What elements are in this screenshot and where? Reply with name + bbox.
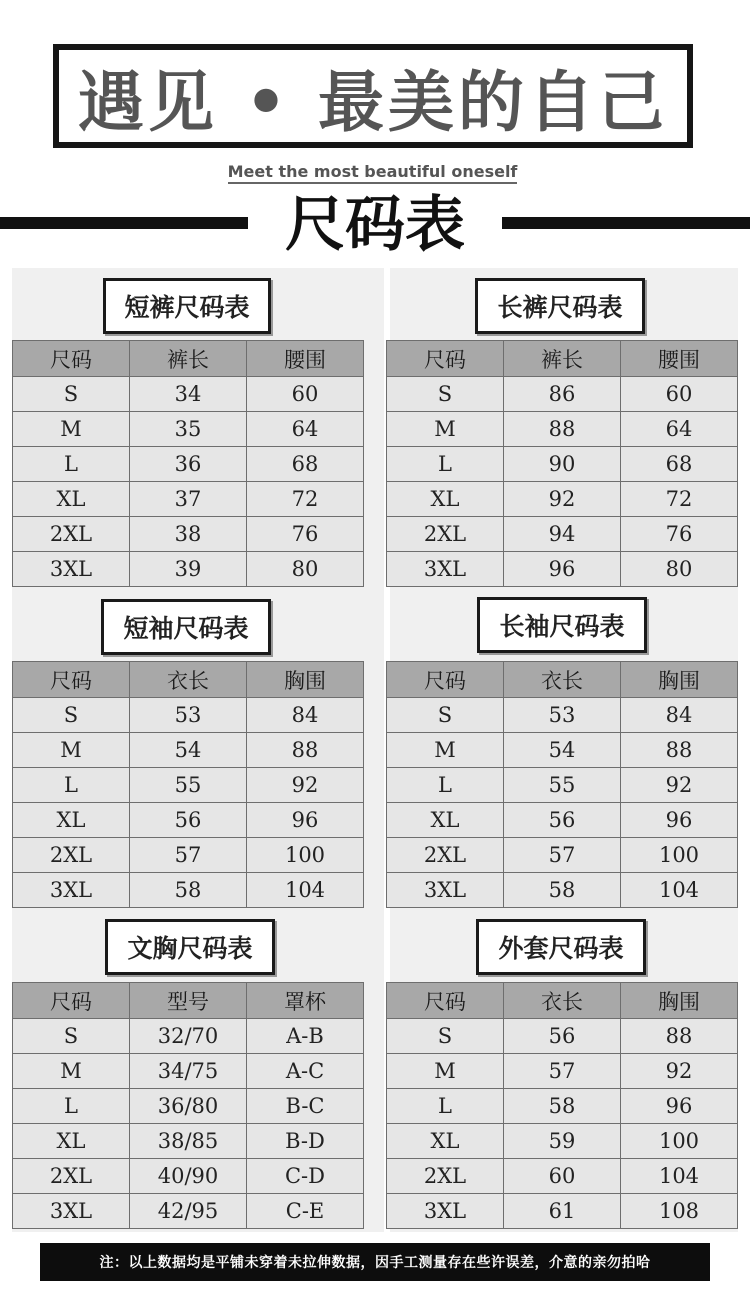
cell: M — [387, 733, 504, 768]
table-row — [13, 733, 364, 768]
header-cell: 衣长 — [504, 662, 621, 698]
table-row — [13, 698, 364, 733]
table-row — [387, 1159, 738, 1194]
cell: 40/90 — [130, 1159, 247, 1194]
cell: 3XL — [387, 1194, 504, 1229]
cell: 37 — [130, 482, 247, 517]
cell: 2XL — [387, 838, 504, 873]
table-row — [13, 1194, 364, 1229]
header-cell: 胸围 — [247, 662, 364, 698]
table-row — [13, 412, 364, 447]
table-row — [387, 1019, 738, 1054]
cell: 39 — [130, 552, 247, 587]
cell: 92 — [621, 768, 738, 803]
cell: M — [13, 733, 130, 768]
table-bra — [12, 982, 364, 1229]
cell: 42/95 — [130, 1194, 247, 1229]
cell: 57 — [504, 1054, 621, 1089]
header-cell: 尺码 — [13, 983, 130, 1019]
cell: 34 — [130, 377, 247, 412]
table-row — [387, 1194, 738, 1229]
cell: 56 — [130, 803, 247, 838]
cell: 53 — [504, 698, 621, 733]
cell: L — [387, 1089, 504, 1124]
table-header-row — [13, 341, 364, 377]
table-row — [387, 1124, 738, 1159]
table-row — [13, 377, 364, 412]
table-row — [387, 1089, 738, 1124]
header-subtitle — [0, 162, 745, 181]
table-row — [387, 447, 738, 482]
label-long-sleeve: 长袖尺码表 — [477, 597, 647, 653]
cell: A-B — [247, 1019, 364, 1054]
table-row — [13, 552, 364, 587]
cell: XL — [387, 803, 504, 838]
header-cell: 衣长 — [504, 983, 621, 1019]
cell: 96 — [247, 803, 364, 838]
cell: 59 — [504, 1124, 621, 1159]
header-cell: 型号 — [130, 983, 247, 1019]
cell: 88 — [504, 412, 621, 447]
title-bar-left — [0, 217, 248, 229]
cell: 84 — [247, 698, 364, 733]
table-row — [387, 1054, 738, 1089]
cell: XL — [13, 1124, 130, 1159]
cell: 56 — [504, 803, 621, 838]
cell: M — [387, 412, 504, 447]
table-row — [13, 1054, 364, 1089]
cell: S — [13, 1019, 130, 1054]
header-cell: 裤长 — [130, 341, 247, 377]
cell: 2XL — [13, 1159, 130, 1194]
table-row — [13, 768, 364, 803]
cell: 96 — [621, 803, 738, 838]
cell: 61 — [504, 1194, 621, 1229]
header-cell: 尺码 — [387, 983, 504, 1019]
header-cell: 尺码 — [13, 341, 130, 377]
header-cell: 腰围 — [621, 341, 738, 377]
cell: 96 — [504, 552, 621, 587]
cell: 58 — [504, 1089, 621, 1124]
header-cell: 尺码 — [387, 341, 504, 377]
cell: 53 — [130, 698, 247, 733]
cell: 100 — [621, 1124, 738, 1159]
cell: 55 — [504, 768, 621, 803]
cell: 64 — [247, 412, 364, 447]
cell: 86 — [504, 377, 621, 412]
cell: 36/80 — [130, 1089, 247, 1124]
table-header-row — [13, 983, 364, 1019]
table-row — [13, 838, 364, 873]
cell: L — [387, 447, 504, 482]
label-bra: 文胸尺码表 — [105, 919, 275, 975]
table-row — [13, 447, 364, 482]
cell: 90 — [504, 447, 621, 482]
table-header-row — [387, 983, 738, 1019]
cell: L — [13, 1089, 130, 1124]
table-row — [13, 873, 364, 908]
table-shorts — [12, 340, 364, 587]
cell: C-D — [247, 1159, 364, 1194]
header-cell: 罩杯 — [247, 983, 364, 1019]
cell: 100 — [621, 838, 738, 873]
cell: 54 — [504, 733, 621, 768]
cell: 88 — [621, 733, 738, 768]
cell: M — [13, 412, 130, 447]
cell: L — [13, 447, 130, 482]
cell: 57 — [504, 838, 621, 873]
header-subtitle-text: Meet the most beautiful oneself — [228, 162, 518, 184]
cell: 3XL — [13, 873, 130, 908]
cell: 88 — [247, 733, 364, 768]
table-row — [387, 517, 738, 552]
table-row — [13, 803, 364, 838]
table-row — [387, 803, 738, 838]
cell: A-C — [247, 1054, 364, 1089]
cell: 84 — [621, 698, 738, 733]
cell: 80 — [621, 552, 738, 587]
cell: 57 — [130, 838, 247, 873]
cell: XL — [13, 803, 130, 838]
cell: 108 — [621, 1194, 738, 1229]
footer-note: 注：以上数据均是平铺未穿着未拉伸数据，因手工测量存在些许误差，介意的亲勿拍哈 — [40, 1243, 710, 1281]
cell: 34/75 — [130, 1054, 247, 1089]
cell: 35 — [130, 412, 247, 447]
cell: 104 — [621, 1159, 738, 1194]
cell: 88 — [621, 1019, 738, 1054]
cell: 2XL — [387, 517, 504, 552]
cell: 96 — [621, 1089, 738, 1124]
table-row — [387, 552, 738, 587]
cell: B-C — [247, 1089, 364, 1124]
cell: 56 — [504, 1019, 621, 1054]
cell: 60 — [504, 1159, 621, 1194]
cell: 2XL — [13, 838, 130, 873]
header-cell: 腰围 — [247, 341, 364, 377]
cell: 60 — [621, 377, 738, 412]
cell: 55 — [130, 768, 247, 803]
label-trousers: 长裤尺码表 — [475, 278, 645, 334]
table-row — [13, 482, 364, 517]
cell: 3XL — [13, 1194, 130, 1229]
table-row — [387, 768, 738, 803]
table-row — [387, 698, 738, 733]
cell: S — [387, 698, 504, 733]
cell: 58 — [130, 873, 247, 908]
cell: S — [13, 698, 130, 733]
cell: 100 — [247, 838, 364, 873]
cell: 38/85 — [130, 1124, 247, 1159]
cell: 76 — [621, 517, 738, 552]
table-row — [387, 482, 738, 517]
header-title: 遇见 • 最美的自己 — [77, 63, 669, 141]
cell: 92 — [621, 1054, 738, 1089]
table-row — [387, 412, 738, 447]
main-title: 尺码表 — [285, 190, 465, 260]
cell: M — [387, 1054, 504, 1089]
table-long-sleeve — [386, 661, 738, 908]
cell: 94 — [504, 517, 621, 552]
header-title-box — [53, 44, 693, 148]
table-header-row — [13, 662, 364, 698]
cell: B-D — [247, 1124, 364, 1159]
cell: S — [13, 377, 130, 412]
cell: 58 — [504, 873, 621, 908]
cell: 92 — [247, 768, 364, 803]
table-row — [13, 1019, 364, 1054]
cell: 54 — [130, 733, 247, 768]
cell: L — [13, 768, 130, 803]
header-cell: 裤长 — [504, 341, 621, 377]
cell: 64 — [621, 412, 738, 447]
cell: 76 — [247, 517, 364, 552]
cell: 3XL — [387, 552, 504, 587]
cell: 3XL — [387, 873, 504, 908]
table-header-row — [387, 662, 738, 698]
table-row — [13, 1089, 364, 1124]
header-cell: 尺码 — [387, 662, 504, 698]
table-trousers — [386, 340, 738, 587]
cell: C-E — [247, 1194, 364, 1229]
table-row — [387, 873, 738, 908]
cell: 2XL — [13, 517, 130, 552]
cell: 72 — [247, 482, 364, 517]
table-header-row — [387, 341, 738, 377]
cell: 60 — [247, 377, 364, 412]
cell: 72 — [621, 482, 738, 517]
label-coat: 外套尺码表 — [476, 919, 646, 975]
table-row — [13, 1159, 364, 1194]
cell: 92 — [504, 482, 621, 517]
label-shorts: 短裤尺码表 — [103, 278, 271, 334]
cell: 104 — [247, 873, 364, 908]
cell: L — [387, 768, 504, 803]
table-row — [387, 733, 738, 768]
cell: 38 — [130, 517, 247, 552]
table-row — [387, 377, 738, 412]
cell: XL — [387, 482, 504, 517]
table-coat — [386, 982, 738, 1229]
cell: XL — [13, 482, 130, 517]
cell: 36 — [130, 447, 247, 482]
cell: S — [387, 1019, 504, 1054]
cell: 32/70 — [130, 1019, 247, 1054]
table-row — [387, 838, 738, 873]
table-short-sleeve — [12, 661, 364, 908]
header-cell: 胸围 — [621, 983, 738, 1019]
table-row — [13, 1124, 364, 1159]
cell: 68 — [247, 447, 364, 482]
cell: XL — [387, 1124, 504, 1159]
label-short-sleeve: 短袖尺码表 — [101, 599, 271, 655]
title-bar-right — [502, 217, 750, 229]
table-row — [13, 517, 364, 552]
cell: 80 — [247, 552, 364, 587]
cell: 3XL — [13, 552, 130, 587]
header-cell: 衣长 — [130, 662, 247, 698]
header-cell: 尺码 — [13, 662, 130, 698]
cell: S — [387, 377, 504, 412]
cell: 104 — [621, 873, 738, 908]
cell: 2XL — [387, 1159, 504, 1194]
header-cell: 胸围 — [621, 662, 738, 698]
cell: 68 — [621, 447, 738, 482]
cell: M — [13, 1054, 130, 1089]
